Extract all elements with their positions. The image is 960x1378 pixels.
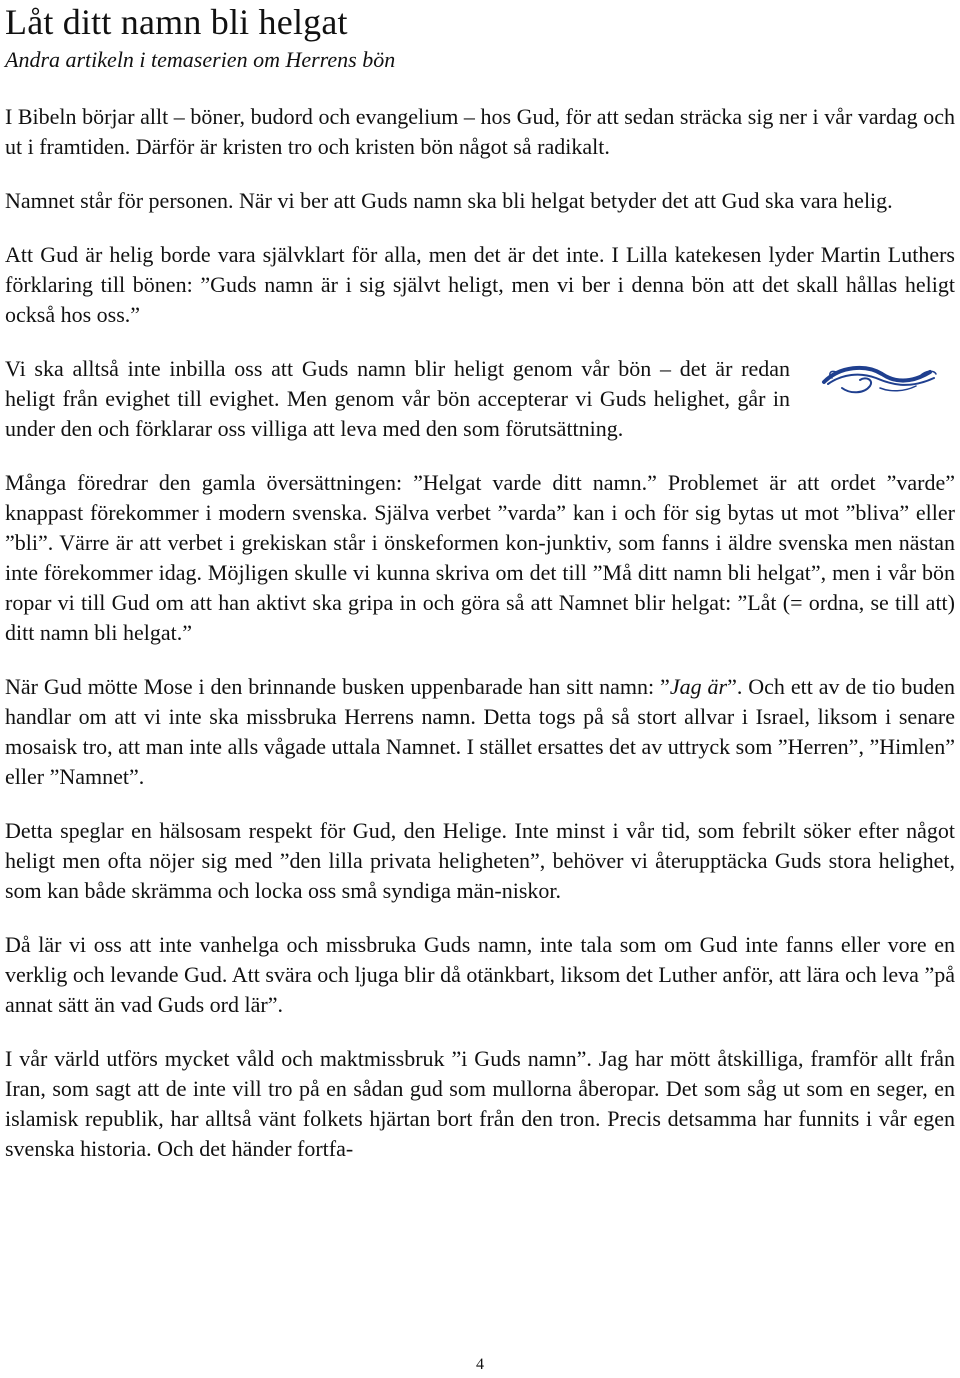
paragraph-9: I vår värld utförs mycket våld och maktmissbruk ”i Guds namn”. Jag har mött åtskilliga, framför allt från Iran, som sagt att de inte vill tro på en sådan gud som mullorna åberopar. Det som såg ut som en seger, en islamisk republik, har alltså vänt folkets hjärtan bort från den tron. Precis detsamma har funnits i vår egen svenska historia. Och det händer fortfa- <box>5 1046 955 1161</box>
paragraph-6 <box>5 672 955 792</box>
paragraph-6-italic: Jag är <box>669 674 728 699</box>
article-title: Låt ditt namn bli helgat <box>5 2 348 42</box>
paragraph-3: Att Gud är helig borde vara självklart för alla, men det är det inte. I Lilla katekesen lyder Martin Luthers förklaring till bönen: ”Guds namn är i sig självt heligt, men vi ber i denna bön att det skall hållas heligt också hos oss.” <box>5 242 955 327</box>
article-subtitle: Andra artikeln i temaserien om Herrens bön <box>5 47 396 72</box>
paragraph-2: Namnet står för personen. När vi ber att Guds namn ska bli helgat betyder det att Gud ska vara helig. <box>5 188 893 213</box>
paragraph-6-end: ”. Och ett av de tio buden handlar om att vi inte ska missbruka Herrens namn. Detta togs på så stort allvar i Israel, liksom i senare mosaisk tro, att man inte alls vågade uttala Namnet. I stället ersattes det av uttryck som ”Herren”, ”Himlen” eller ”Namnet”. <box>5 674 955 789</box>
page-number: 4 <box>476 1356 484 1373</box>
paragraph-5: Många föredrar den gamla översättningen: ”Helgat varde ditt namn.” Problemet är att ordet ”varde” knappast förekommer i modern svenska. Själva verbet ”varda” kan i och för sig bytas ut mot ”bliva” eller ”bli”. Värre är att verbet i grekiskan står i önskeformen kon-junktiv, som fanns i äldre svenska men nästan inte förekommer idag. Möjligen skulle vi kunna skriva om det till ”Må ditt namn bli helgat”, men i vår bön ropar vi till Gud om att han aktivt ska gripa in och göra så att Namnet blir helgat: ”Låt (= ordna, se till att) ditt namn bli helgat.” <box>5 470 955 645</box>
document-page <box>5 0 955 1164</box>
paragraph-8: Då lär vi oss att inte vanhelga och missbruka Guds namn, inte tala som om Gud inte fanns eller vore en verklig och levande Gud. Att svära och ljuga blir då otänkbart, liksom det Luther anför, att lära och leva ”på annat sätt än vad Guds ord lär”. <box>5 932 955 1017</box>
paragraph-with-ornament <box>5 354 955 444</box>
flourish-ornament-icon <box>820 360 940 405</box>
paragraph-6-start: När Gud mötte Mose i den brinnande busken uppenbarade han sitt namn: ” <box>5 674 670 699</box>
paragraph-1: I Bibeln börjar allt – böner, budord och evangelium – hos Gud, för att sedan sträcka sig ner i vår vardag och ut i framtiden. Därför är kristen tro och kristen bön något så radikalt. <box>5 104 955 159</box>
paragraph-4: Vi ska alltså inte inbilla oss att Guds namn blir heligt genom vår bön – det är redan heligt från evighet till evighet. Men genom vår bön accepterar vi Guds helighet, går in under den och förklarar oss villiga att leva med den som förutsättning. <box>5 356 790 441</box>
paragraph-7: Detta speglar en hälsosam respekt för Gud, den Helige. Inte minst i vår tid, som febrilt söker efter något heligt men ofta nöjer sig med ”den lilla privata heligheten”, behöver vi återupptäcka Guds stora helighet, som kan både skrämma och locka oss små syndiga män-niskor. <box>5 818 955 903</box>
